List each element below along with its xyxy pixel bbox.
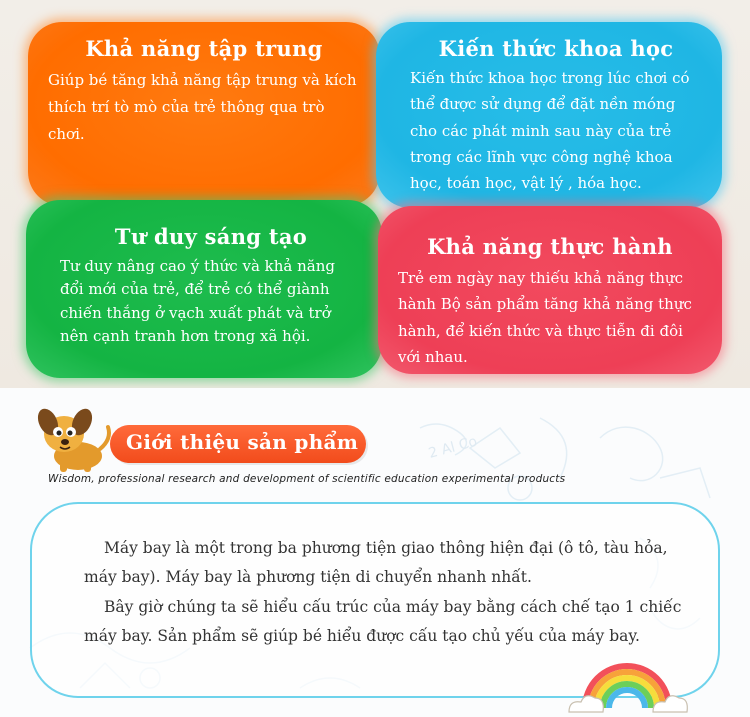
card-creative	[26, 200, 382, 378]
dog-mascot-icon	[30, 404, 120, 474]
card-practice	[378, 206, 722, 374]
card-practice-title: Khả năng thực hành	[427, 234, 673, 259]
section-title: Giới thiệu sản phẩm	[126, 430, 359, 454]
intro-paragraph-1: Máy bay là một trong ba phương tiện giao thông hiện đại (ô tô, tàu hỏa, máy bay). Máy bay là phương tiện di chuyển nhanh nhất.	[84, 539, 668, 587]
rainbow-cloud-icon	[565, 660, 690, 715]
card-creative-title: Tư duy sáng tạo	[114, 224, 308, 249]
svg-text:2 Al Co: 2 Al Co	[426, 433, 479, 462]
card-focus-title: Khả năng tập trung	[85, 36, 323, 61]
card-science	[376, 22, 722, 208]
card-practice-text: Trẻ em ngày nay thiếu khả năng thực hành Bộ sản phẩm tăng khả năng thực hành, để kiến thức và thực tiễn đi đôi với nhau.	[398, 269, 692, 366]
card-creative-text: Tư duy nâng cao ý thức và khả năng đổi mới của trẻ, để trẻ có thể giành chiến thắng ở vạch xuất phát và trở nên cạnh tranh hơn trong xã hội.	[60, 257, 335, 345]
card-science-title: Kiến thức khoa học	[438, 36, 674, 61]
card-focus-text: Giúp bé tăng khả năng tập trung và kích thích trí tò mò của trẻ thông qua trò chơi.	[48, 71, 357, 144]
card-focus	[28, 22, 380, 206]
intro-paragraph-2: Bây giờ chúng ta sẽ hiểu cấu trúc của máy bay bằng cách chế tạo 1 chiếc máy bay. Sản phẩm sẽ giúp bé hiểu được cấu tạo chủ yếu của máy bay.	[84, 597, 682, 646]
section-subtitle: Wisdom, professional research and development of scientific education experimental products	[48, 473, 566, 485]
card-science-text: Kiến thức khoa học trong lúc chơi có thể được sử dụng để đặt nền móng cho các phát minh sau này của trẻ trong các lĩnh vực công nghệ khoa học, toán học, vật lý , hóa học.	[410, 69, 690, 193]
